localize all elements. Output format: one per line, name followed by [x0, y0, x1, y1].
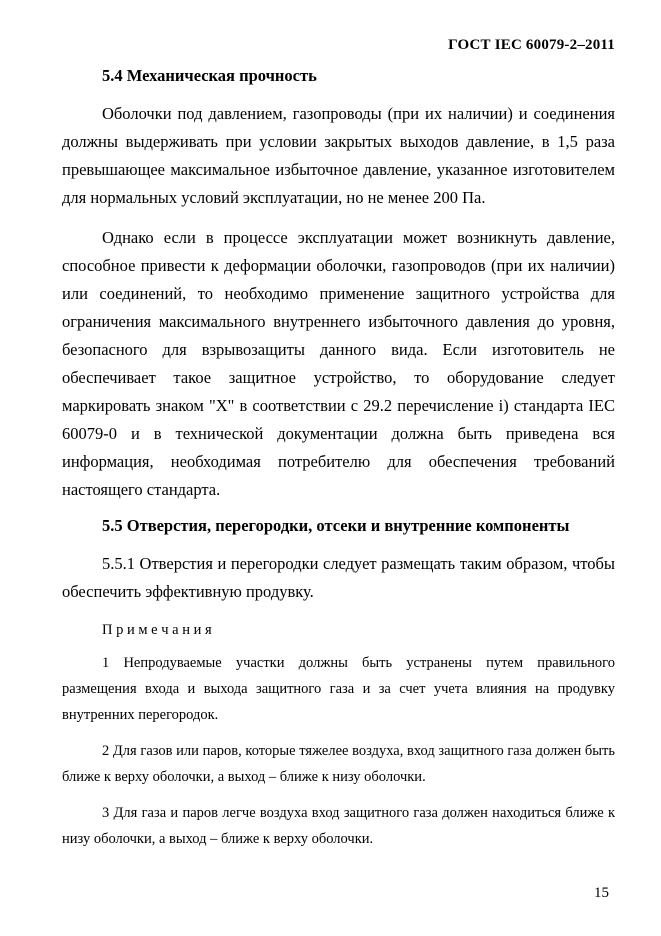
note-2: 2 Для газов или паров, которые тяжелее воздуха, вход защитного газа должен быть ближе к верху оболочки, а выход – ближе к низу оболочки. [62, 743, 615, 785]
notes-label: П р и м е ч а н и я [102, 622, 212, 638]
page-number: 15 [594, 885, 609, 901]
section-heading-5-4: 5.4 Механическая прочность [102, 66, 317, 85]
paragraph-pressure-strength: Оболочки под давлением, газопроводы (при их наличии) и соединения должны выдерживать при условии закрытых выходов давление, в 1,5 раза превышающее максимальное избыточное давление, указанное изготовителем для нормальных условий эксплуатации, но не менее 200 Па. [62, 104, 615, 207]
paragraph-5-5-1: 5.5.1 Отверстия и перегородки следует размещать таким образом, чтобы обеспечить эффективную продувку. [62, 554, 615, 601]
note-3: 3 Для газа и паров легче воздуха вход защитного газа должен находиться ближе к низу оболочки, а выход – ближе к верху оболочки. [62, 805, 615, 847]
paragraph-protective-device: Однако если в процессе эксплуатации может возникнуть давление, способное привести к деформации оболочки, газопроводов (при их наличии) или соединений, то необходимо применение защитного устройства для ограничения максимального внутреннего избыточного давления до уровня, безопасного для взрывозащиты данного вида. Если изготовитель не обеспечивает такое защитное устройство, то оборудование следует маркировать знаком "X" в соответствии с 29.2 перечисление i) стандарта IEC 60079-0 и в технической документации должна быть приведена вся информация, необходимая потребителю для обеспечения требований настоящего стандарта. [62, 228, 615, 499]
note-1: 1 Непродуваемые участки должны быть устранены путем правильного размещения входа и выхода защитного газа и за счет учета влияния на продувку внутренних перегородок. [62, 655, 615, 723]
section-heading-5-5: 5.5 Отверстия, перегородки, отсеки и внутренние компоненты [102, 516, 570, 535]
running-header: ГОСТ IEC 60079-2–2011 [448, 37, 615, 53]
